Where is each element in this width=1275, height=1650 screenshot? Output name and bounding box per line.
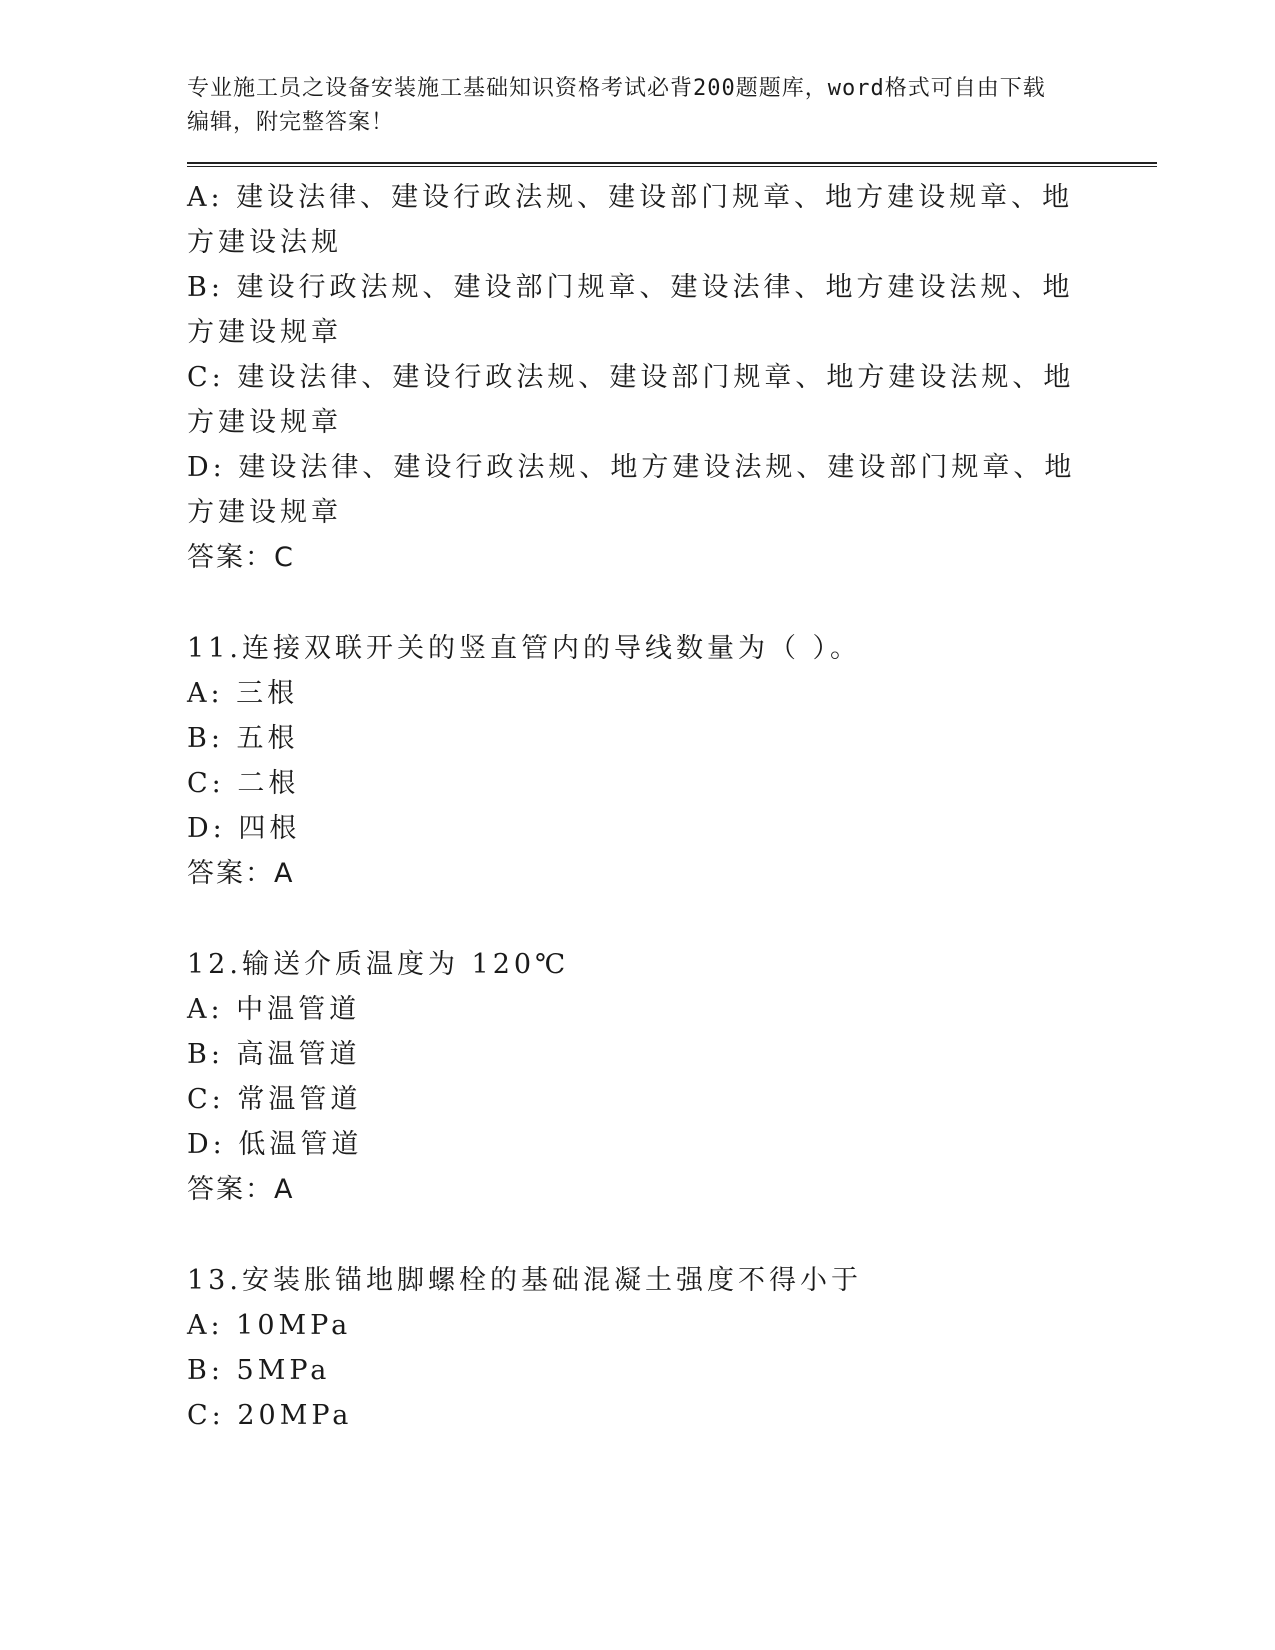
- question-12: [187, 942, 1087, 1212]
- option-d: D: 建设法律、建设行政法规、地方建设法规、建设部门规章、地方建设规章: [187, 452, 1076, 528]
- answer-line: 答案：A: [187, 858, 295, 889]
- question-stem: 11.连接双联开关的竖直管内的导线数量为（ ）。: [187, 633, 862, 664]
- option-a: A: 10MPa: [187, 1310, 352, 1341]
- question-stem: 13.安装胀锚地脚螺栓的基础混凝土强度不得小于: [187, 1265, 862, 1296]
- answer-line: 答案：A: [187, 1174, 295, 1205]
- option-c: C: 常温管道: [187, 1084, 362, 1115]
- option-b: B: 5MPa: [187, 1355, 331, 1386]
- option-d: D: 低温管道: [187, 1129, 363, 1160]
- option-a: A: 中温管道: [187, 994, 361, 1025]
- option-a: A: 三根: [187, 678, 299, 709]
- option-a: A: 建设法律、建设行政法规、建设部门规章、地方建设规章、地方建设法规: [187, 182, 1074, 258]
- question-11: [187, 626, 1087, 896]
- question-list: [187, 175, 1087, 1438]
- option-c: C: 二根: [187, 768, 300, 799]
- option-c: C: 建设法律、建设行政法规、建设部门规章、地方建设法规、地方建设规章: [187, 362, 1075, 438]
- option-b: B: 建设行政法规、建设部门规章、建设法律、地方建设法规、地方建设规章: [187, 272, 1074, 348]
- question-stem: 12.输送介质温度为 120℃: [187, 949, 570, 980]
- document-page: [187, 72, 1157, 1438]
- answer-line: 答案：C: [187, 542, 295, 573]
- question-10: [187, 175, 1087, 580]
- question-13: [187, 1258, 1087, 1438]
- option-d: D: 四根: [187, 813, 301, 844]
- document-header-title: 专业施工员之设备安装施工基础知识资格考试必背200题题库，word格式可自由下载编辑，附完整答案！: [187, 76, 1046, 135]
- option-c: C: 20MPa: [187, 1400, 353, 1431]
- option-b: B: 高温管道: [187, 1039, 361, 1070]
- header-double-rule: [187, 162, 1157, 167]
- option-b: B: 五根: [187, 723, 299, 754]
